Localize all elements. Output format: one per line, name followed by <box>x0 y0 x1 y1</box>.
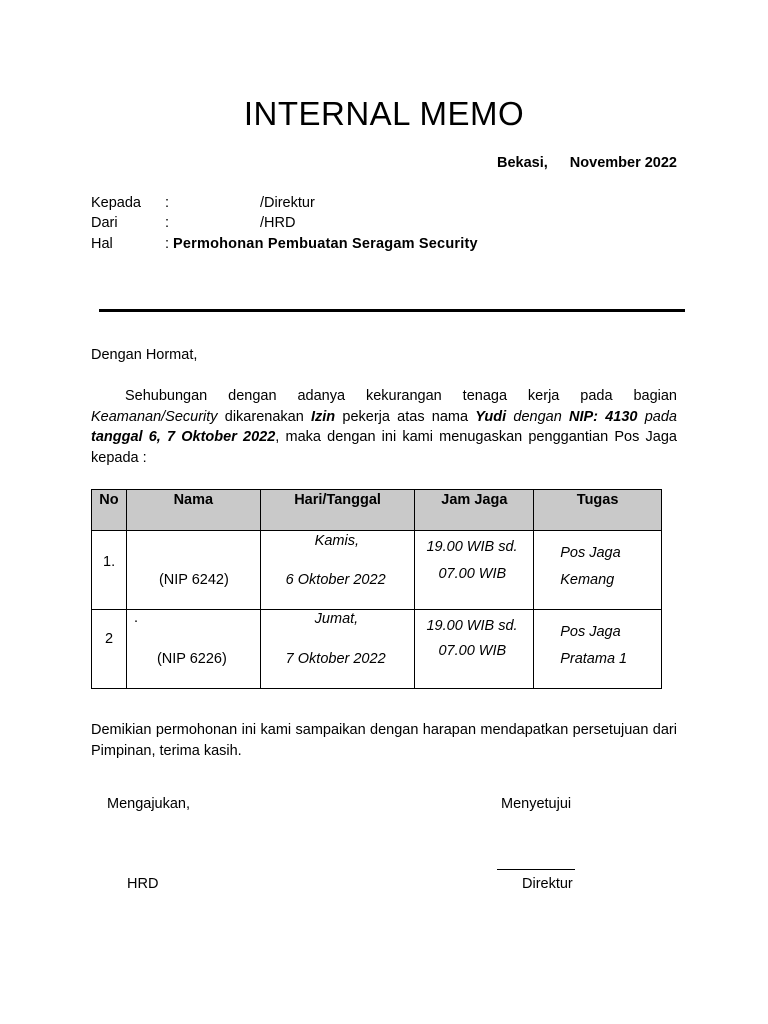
closing-paragraph: Demikian permohonan ini kami sampaikan dengan harapan mendapatkan persetujuan dari Pimpinan, terima kasih. <box>91 722 677 759</box>
row-date: 6 Oktober 2022 <box>285 572 386 588</box>
row-day: Jumat, <box>314 611 359 627</box>
para-text: dengan <box>506 408 570 425</box>
col-header-nama: Nama <box>126 490 260 531</box>
submitter-name: HRD <box>127 876 159 892</box>
row-task-line1: Pos Jaga <box>560 545 621 561</box>
row-dot: . <box>133 610 138 626</box>
from-value: /HRD <box>260 215 296 231</box>
para-text: dikarenakan <box>217 408 311 425</box>
duty-table <box>91 489 662 689</box>
para-nip: NIP: 4130 <box>569 408 638 425</box>
from-label: Dari <box>91 215 118 231</box>
memo-title: INTERNAL MEMO <box>243 95 525 132</box>
row-nip: (NIP 6242) <box>158 572 229 588</box>
para-text: pekerja atas nama <box>335 408 476 425</box>
header-divider <box>99 309 685 312</box>
col-header-date: Hari/Tanggal <box>260 490 415 531</box>
para-dept: Keamanan/Security <box>91 408 218 425</box>
para-employee-name: Yudi <box>475 408 507 425</box>
from-colon: : <box>165 215 170 231</box>
submitter-label: Mengajukan, <box>107 796 191 812</box>
para-text: Sehubungan dengan adanya kekurangan tenaga kerja pada bagian <box>125 388 677 404</box>
row-time-end: 07.00 WIB <box>438 566 507 582</box>
row-nip: (NIP 6226) <box>156 651 227 667</box>
place-date <box>497 155 677 171</box>
approver-name: Direktur <box>522 876 573 892</box>
para-text: , maka dengan ini kami menugaskan penggantian Pos Jaga kepada : <box>91 429 677 466</box>
memo-date: November 2022 <box>569 155 677 171</box>
body-paragraph <box>91 386 677 468</box>
row-task-line2: Kemang <box>560 572 615 588</box>
col-header-no: No <box>92 490 127 531</box>
row-task-line1: Pos Jaga <box>560 624 621 640</box>
row-no: 1. <box>103 554 116 570</box>
table-row <box>92 610 662 689</box>
greeting: Dengan Hormat, <box>91 347 198 363</box>
row-time-end: 07.00 WIB <box>438 643 507 659</box>
row-time-start: 19.00 WIB sd. <box>426 539 518 555</box>
to-label: Kepada <box>91 195 141 211</box>
col-header-shift: Jam Jaga <box>415 490 534 531</box>
row-no: 2 <box>105 631 114 647</box>
to-colon: : <box>165 195 170 211</box>
para-reason: Izin <box>311 408 336 425</box>
row-day: Kamis, <box>314 533 359 549</box>
table-header-row <box>92 490 662 531</box>
para-text: pada <box>637 408 677 425</box>
subject-value: Permohonan Pembuatan Seragam Security <box>173 236 478 252</box>
approver-label: Menyetujui <box>501 796 572 812</box>
row-time-start: 19.00 WIB sd. <box>426 618 518 634</box>
col-header-task: Tugas <box>534 490 662 531</box>
to-value: /Direktur <box>260 195 315 211</box>
memo-city: Bekasi, <box>497 155 548 171</box>
table-row <box>92 531 662 610</box>
para-dates: tanggal 6, 7 Oktober 2022 <box>91 429 276 445</box>
row-date: 7 Oktober 2022 <box>285 651 386 667</box>
row-task-line2: Pratama 1 <box>560 651 628 667</box>
signature-line <box>497 869 575 870</box>
subject-colon: : <box>165 236 170 252</box>
subject-label: Hal <box>91 236 113 252</box>
